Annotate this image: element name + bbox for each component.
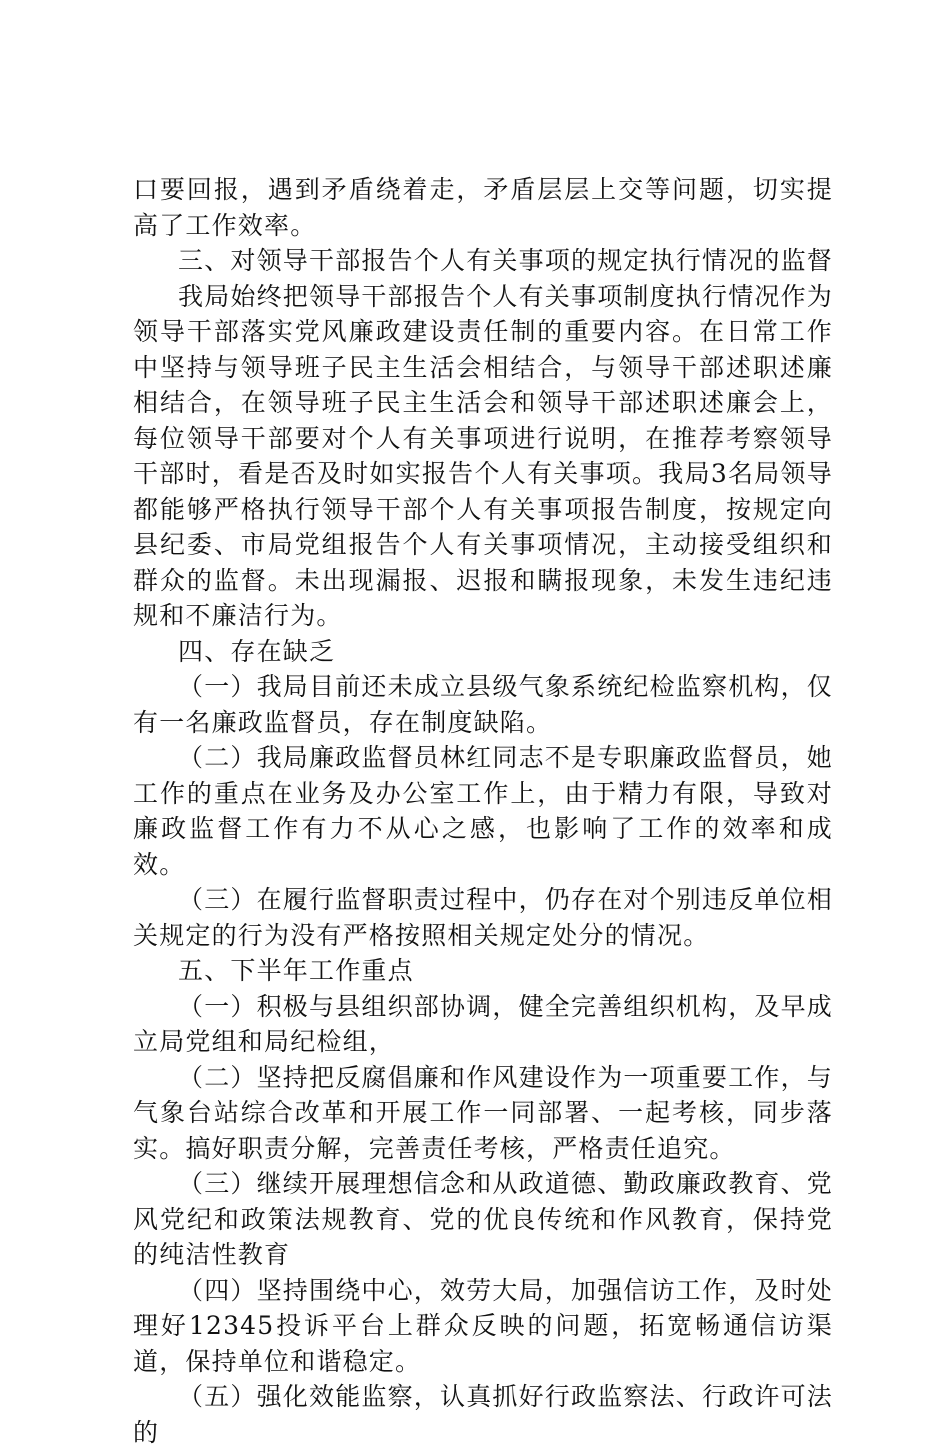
list-item: （四）坚持围绕中心，效劳大局，加强信访工作，及时处理好12345投诉平台上群众反映的问题，拓宽畅通信访渠道，保持单位和谐稳定。 [133,1275,834,1376]
list-item: （三）在履行监督职责过程中，仍存在对个别违反单位相关规定的行为没有严格按照相关规定处分的情况。 [133,885,834,950]
paragraph: 口要回报，遇到矛盾绕着走，矛盾层层上交等问题，切实提高了工作效率。 [133,175,833,240]
section-heading: 四、存在缺乏 [178,636,336,666]
document-body [133,172,833,1450]
list-item: （二）我局廉政监督员林红同志不是专职廉政监督员，她工作的重点在业务及办公室工作上，由于精力有限，导致对廉政监督工作有力不从心之感，也影响了工作的效率和成效。 [133,743,834,879]
list-item: （二）坚持把反腐倡廉和作风建设作为一项重要工作，与气象台站综合改革和开展工作一同部署、一起考核，同步落实。搞好职责分解，完善责任考核，严格责任追究。 [133,1062,834,1163]
paragraph: 我局始终把领导干部报告个人有关事项制度执行情况作为领导干部落实党风廉政建设责任制的重要内容。在日常工作中坚持与领导班子民主生活会相结合，与领导干部述职述廉相结合，在领导班子民主生活会和领导干部述职述廉会上，每位领导干部要对个人有关事项进行说明，在推荐考察领导干部时，看是否及时如实报告个人有关事项。我局3名局领导都能够严格执行领导干部个人有关事项报告制度，按规定向县纪委、市局党组报告个人有关事项情况，主动接受组织和群众的监督。未出现漏报、迟报和瞒报现象，未发生违纪违规和不廉洁行为。 [133,281,834,630]
list-item: （一）积极与县组织部协调，健全完善组织机构，及早成立局党组和局纪检组， [133,991,834,1056]
list-item: （三）继续开展理想信念和从政道德、勤政廉政教育、党风党纪和政策法规教育、党的优良传统和作风教育，保持党的纯洁性教育 [133,1169,834,1269]
section-heading: 五、下半年工作重点 [178,956,414,985]
list-item: （一）我局目前还未成立县级气象系统纪检监察机构，仅有一名廉政监督员，存在制度缺陷。 [133,672,834,737]
list-item: （五）强化效能监察，认真抓好行政监察法、行政许可法的 [133,1382,834,1447]
section-heading: 三、对领导干部报告个人有关事项的规定执行情况的监督 [178,246,834,275]
